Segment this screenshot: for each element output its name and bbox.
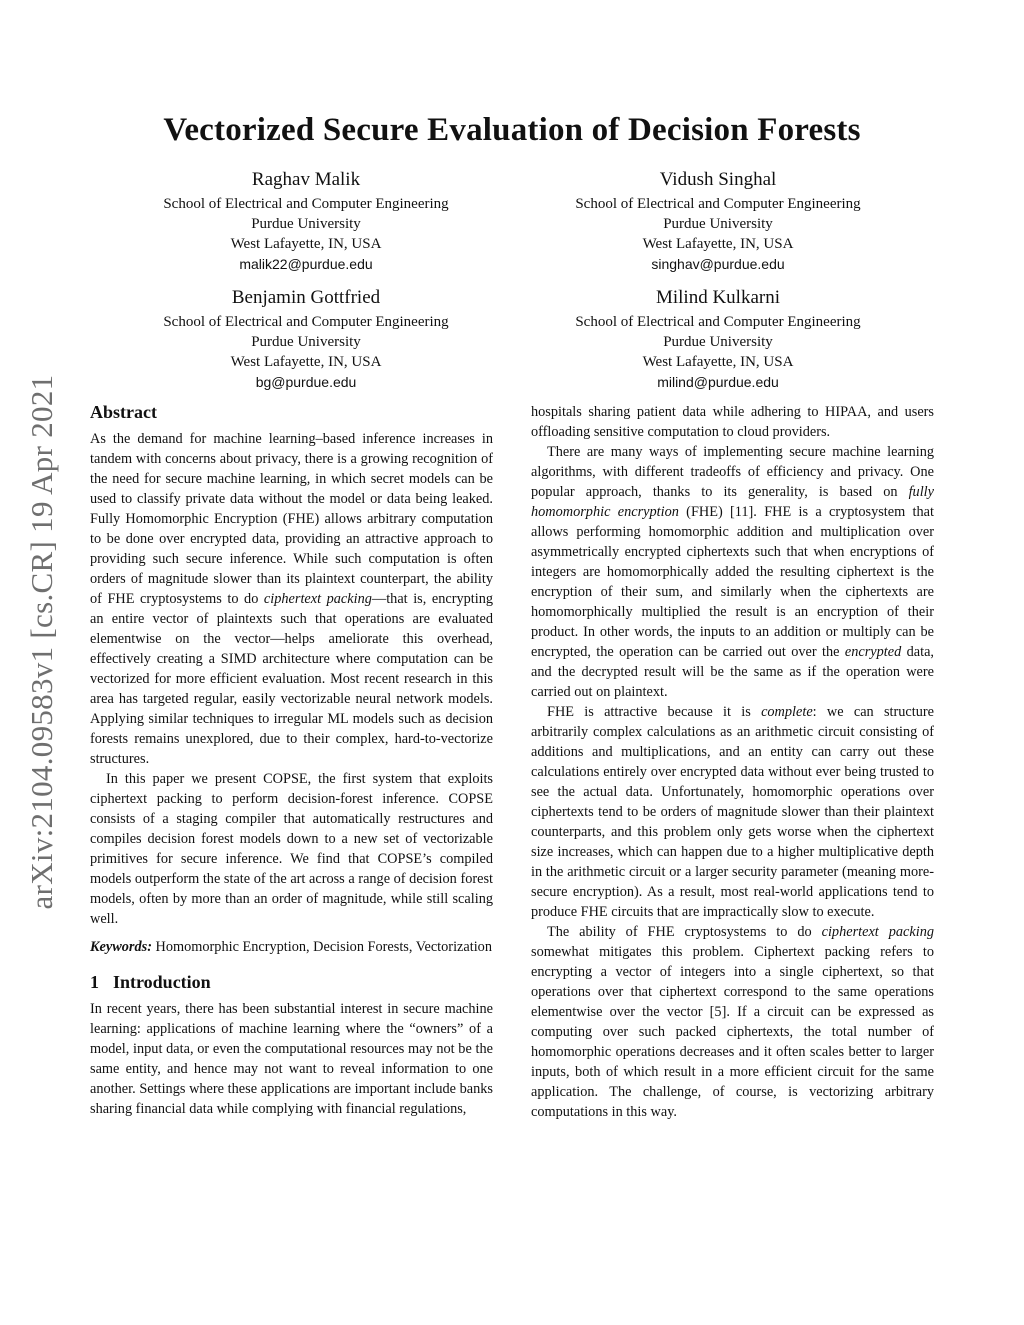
author-location: West Lafayette, IN, USA <box>642 236 794 252</box>
intro-text: FHE is attractive because it is <box>547 704 762 720</box>
author-department: School of Electrical and Computer Engineering <box>163 314 449 330</box>
author-location: West Lafayette, IN, USA <box>230 236 382 252</box>
abstract-text: As the demand for machine learning–based inference increases in tandem with concerns about privacy, there is a growing recognition of the need for secure machine learning, in which secret models can be used to classify private data without the model or data being leaked. Fully Homomorphic Encryption (FHE) allows arbitrary computation to be done over encrypted data, providing an attractive approach to providing such secure inference. While such computation is often orders of magnitude slower than its plaintext counterpart, the ability of FHE cryptosystems to do <box>90 431 493 607</box>
paper-title: Vectorized Secure Evaluation of Decision Forests <box>163 112 861 148</box>
author-location: West Lafayette, IN, USA <box>642 354 794 370</box>
author-university: Purdue University <box>251 334 361 350</box>
introduction-heading <box>90 970 493 994</box>
author-block <box>106 286 506 392</box>
keywords-text: Homomorphic Encryption, Decision Forests, Vectorization <box>151 939 492 955</box>
author-name: Vidush Singhal <box>659 169 777 190</box>
abstract-heading: Abstract <box>90 402 157 422</box>
author-email: singhav@purdue.edu <box>651 256 785 272</box>
abstract-paragraph: In this paper we present COPSE, the first system that exploits ciphertext packing to perform decision-forest inference. COPSE consists of a staging compiler that automatically restructures and compiles decision forest models down to a new set of vectorizable primitives for secure inference. We find that COPSE’s compiled models outperform the state of the art across a range of decision forest models, often by more than an order of magnitude, while still scaling well. <box>90 771 493 927</box>
intro-emphasis: fully homomorphic encryption <box>531 484 934 520</box>
author-department: School of Electrical and Computer Engineering <box>163 196 449 212</box>
intro-paragraph <box>531 442 934 702</box>
right-column <box>531 402 934 1122</box>
intro-paragraph: In recent years, there has been substantial interest in secure machine learning: applications of machine learning where the “owners” of a model, input data, or even the computational resources may not be the same entity, and hence may not want to reveal information to one another. Settings where these applications are important include banks sharing financial data while complying with financial regulations, <box>90 1001 493 1117</box>
author-university: Purdue University <box>663 334 773 350</box>
intro-text: somewhat mitigates this problem. Ciphertext packing refers to encrypting a vector of integers into a single ciphertext, so that operations over that ciphertext correspond to the same operations elementwise over the vector [5]. If a circuit can be expressed as computing over such packed ciphertexts, the total number of homomorphic operations decreases and it often scales better to larger inputs, both of which result in a more efficient circuit for the same application. The challenge, of course, is vectorizing arbitrary computations in this way. <box>531 944 934 1120</box>
intro-paragraph: hospitals sharing patient data while adhering to HIPAA, and users offloading sensitive computation to cloud providers. <box>531 404 934 440</box>
section-title: Introduction <box>113 972 211 992</box>
intro-text: : we can structure arbitrarily complex calculations as an arithmetic circuit consisting of additions and multiplications, and an entity can carry out these calculations entirely over encrypted data without ever being trusted to see the actual data. Unfortunately, homomorphic operations over ciphertexts tend to be orders of magnitude slower than their plaintext counterparts, and this problem only gets worse when the ciphertext size increases, which can happen due to a higher multiplicative depth in the arithmetic circuit or a larger security parameter (meaning more-secure encryption). As a result, most real-world applications tend to produce FHE circuits that are impractically slow to execute. <box>531 704 934 920</box>
author-department: School of Electrical and Computer Engineering <box>575 196 861 212</box>
intro-emphasis: complete <box>761 704 813 720</box>
abstract-text: —that is, encrypting an entire vector of plaintexts such that operations are evaluated elementwise on the vector—helps ameliorate this overhead, effectively creating a SIMD architecture where computation can be vectorized for more efficient evaluation. Most recent research in this area has targeted regular, easily vectorizable neural network models. Applying similar techniques to irregular ML models such as decision forests remains unexplored, due to their complex, hard-to-vectorize structures. <box>90 591 493 767</box>
intro-emphasis: ciphertext packing <box>821 924 934 940</box>
arxiv-identifier: arXiv:2104.09583v1 [cs.CR] 19 Apr 2021 <box>24 374 59 910</box>
left-column <box>90 400 493 1119</box>
section-number: 1 <box>90 972 99 992</box>
author-name: Raghav Malik <box>251 169 361 190</box>
author-department: School of Electrical and Computer Engineering <box>575 314 861 330</box>
intro-paragraph <box>531 702 934 922</box>
author-block <box>106 168 506 274</box>
author-block <box>518 286 918 392</box>
keywords-line <box>90 937 493 957</box>
intro-paragraph <box>531 922 934 1122</box>
intro-text: There are many ways of implementing secure machine learning algorithms, with different tradeoffs of efficiency and privacy. One popular approach, thanks to its generality, is based on <box>531 444 934 500</box>
intro-emphasis: encrypted <box>844 644 902 660</box>
author-email: bg@purdue.edu <box>255 374 357 390</box>
author-name: Milind Kulkarni <box>655 287 781 308</box>
abstract-paragraph <box>90 429 493 769</box>
author-university: Purdue University <box>663 216 773 232</box>
author-email: malik22@purdue.edu <box>239 256 373 272</box>
author-university: Purdue University <box>251 216 361 232</box>
author-name: Benjamin Gottfried <box>231 287 381 308</box>
abstract-emphasis: ciphertext packing <box>263 591 372 607</box>
author-location: West Lafayette, IN, USA <box>230 354 382 370</box>
intro-text: The ability of FHE cryptosystems to do <box>547 924 822 940</box>
keywords-label: Keywords: <box>90 939 152 955</box>
author-block <box>518 168 918 274</box>
intro-text: data, and the decrypted result will be the same as if the operation were carried out on plaintext. <box>531 644 934 700</box>
author-email: milind@purdue.edu <box>657 374 779 390</box>
intro-text: (FHE) [11]. FHE is a cryptosystem that allows performing homomorphic addition and multiplication over asymmetrically encrypted ciphertexts such that when encryptions of integers are homomorphically added the resulting ciphertext is the encryption of their sum, and similarly when the ciphertexts are homomorphically multiplied the result is an encryption of their product. In other words, the inputs to an addition or multiply can be encrypted, the operation can be carried out over the <box>531 504 934 660</box>
